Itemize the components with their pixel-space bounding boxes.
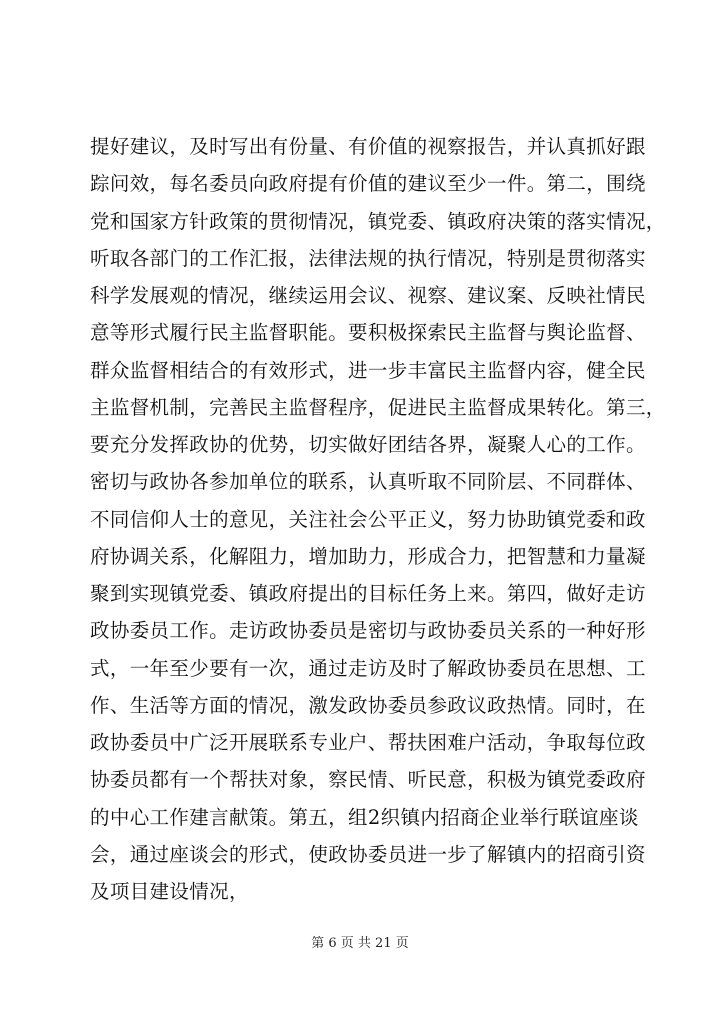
text-line: 政协委员中广泛开展联系专业户、帮扶困难户活动，争取每位政 xyxy=(90,731,646,754)
text-line: 科学发展观的情况，继续运用会议、视察、建议案、反映社情民 xyxy=(90,284,646,307)
text-line: 协委员都有一个帮扶对象，察民情、听民意，积极为镇党委政府 xyxy=(90,768,646,792)
text-line: 踪问效，每名委员向政府提有价值的建议至少一件。第二，围绕 xyxy=(90,172,646,196)
page-number-footer: 第 6 页 共 21 页 xyxy=(311,936,409,951)
text-line: 式，一年至少要有一次，通过走访及时了解政协委员在思想、工 xyxy=(90,656,646,680)
text-line: 群众监督相结合的有效形式，进一步丰富民主监督内容，健全民 xyxy=(90,358,646,382)
text-line: 提好建议，及时写出有份量、有价值的视察报告，并认真抓好跟 xyxy=(90,135,646,158)
text-line: 及项目建设情况， xyxy=(90,880,249,903)
text-line: 政协委员工作。走访政协委员是密切与政协委员关系的一种好形 xyxy=(90,619,646,643)
text-line: 要充分发挥政协的优势，切实做好团结各界，凝聚人心的工作。 xyxy=(90,433,646,456)
text-line: 作、生活等方面的情况，激发政协委员参政议政热情。同时，在 xyxy=(90,693,646,717)
text-line: 听取各部门的工作汇报，法律法规的执行情况，特别是贯彻落实 xyxy=(90,246,646,270)
text-line: 密切与政协各参加单位的联系，认真听取不同阶层、不同群体、 xyxy=(90,470,646,494)
text-line: 党和国家方针政策的贯彻情况，镇党委、镇政府决策的落实情况， xyxy=(90,209,666,233)
text-line: 聚到实现镇党委、镇政府提出的目标任务上来。第四，做好走访 xyxy=(90,582,646,605)
text-line: 主监督机制，完善民主监督程序，促进民主监督成果转化。第三， xyxy=(90,395,666,419)
text-line: 不同信仰人士的意见，关注社会公平正义，努力协助镇党委和政 xyxy=(90,507,646,531)
text-line: 会，通过座谈会的形式，使政协委员进一步了解镇内的招商引资 xyxy=(90,842,646,866)
text-line: 意等形式履行民主监督职能。要积极探索民主监督与舆论监督、 xyxy=(90,321,646,345)
text-line: 的中心工作建言献策。第五，组2织镇内招商企业举行联谊座谈 xyxy=(90,805,639,829)
body-text xyxy=(90,128,666,910)
text-line: 府协调关系，化解阻力，增加助力，形成合力，把智慧和力量凝 xyxy=(90,544,646,568)
